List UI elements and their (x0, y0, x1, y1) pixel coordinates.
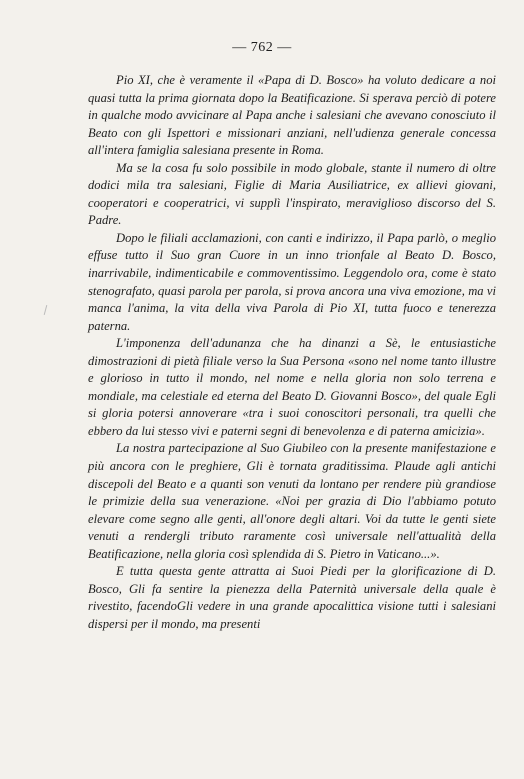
paragraph: L'imponenza dell'adunanza che ha dinanzi a Sè, le entusiastiche dimostrazioni di pietà filiale verso la Sua Persona «sono nel nome tanto illustre e glorioso in tutto il mondo, nel nome e nella gloria non solo terrena e mondiale, ma celestiale ed eterna del Beato D. Giovanni Bosco», del quale Egli si gloria potersi annoverare «tra i suoi conoscitori personali, tra quelli che ebbero da lui stesso vivi e paterni segni di benevolenza e di paterna amicizia». (88, 336, 496, 438)
stray-mark (44, 305, 48, 315)
paragraph: La nostra partecipazione al Suo Giubileo con la presente manifestazione e più ancora con le preghiere, Gli è tornata graditissima. Plaude agli antichi discepoli del Beato e a quanti son venuti da lontano per rendere più grandiose le primizie della sua venerazione. «Noi per grazia di Dio l'abbiamo potuto elevare come segno alle genti, all'onore degli altari. Voi da tutte le genti siete venuti a rendergli tributo raramente così universale nell'attualità della Beatificazione, nella gloria così splendida di S. Pietro in Vaticano...». (88, 441, 496, 561)
paragraph: Pio XI, che è veramente il «Papa di D. Bosco» ha voluto dedicare a noi quasi tutta la prima giornata dopo la Beatificazione. Si sperava perciò di potere in qualche modo avvicinare al Papa anche i salesiani che avevano conosciuto il Beato con gli Ispettori e missionari anziani, nell'udienza generale concessa all'intera famiglia salesiana presente in Roma. (88, 73, 496, 158)
paragraph: E tutta questa gente attratta ai Suoi Piedi per la glorificazione di D. Bosco, Gli fa sentire la pienezza della Paternità universale della quale è rivestito, facendoGli vedere in una grande apocalittica visione tutti i salesiani dispersi per il mondo, ma presenti (88, 564, 496, 631)
paragraph: Dopo le filiali acclamazioni, con canti e indirizzo, il Papa parlò, o meglio effuse tutto il Suo gran Cuore in un inno trionfale al Beato D. Bosco, inarrivabile, indimenticabile e commoventissimo. Leggendolo ora, come è stato stenografato, quasi parola per parola, si prova ancora una viva emozione, ma vi manca l'anima, la vita della viva Parola di Pio XI, tutta fuoco e tenerezza paterna. (88, 230, 496, 333)
paragraph: Ma se la cosa fu solo possibile in modo globale, stante il numero di oltre dodici mila tra salesiani, Figlie di Maria Ausiliatrice, ex allievi giovani, cooperatori e cooperatrici, vi supplì l'inspirato, meraviglioso discorso del S. Padre. (88, 160, 496, 228)
page-number: — 762 — (232, 40, 292, 55)
body-text (88, 72, 496, 634)
